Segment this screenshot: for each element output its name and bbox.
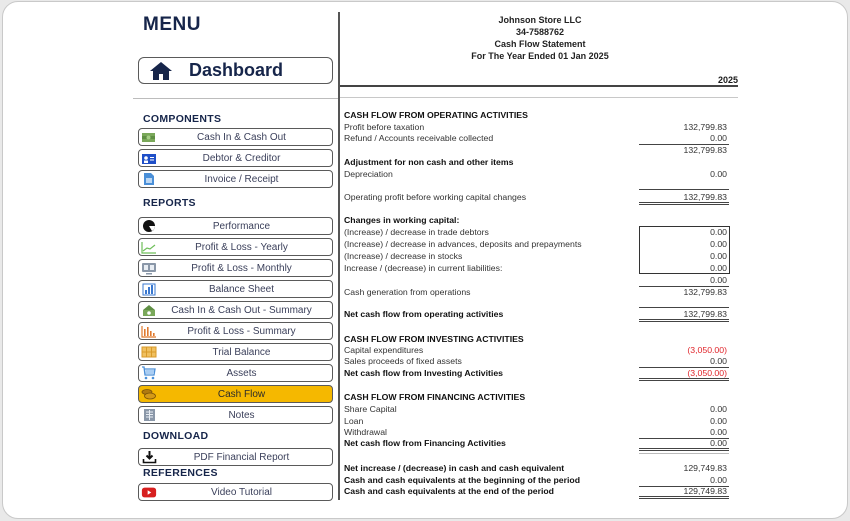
double-rule xyxy=(639,448,729,451)
double-rule xyxy=(639,378,729,381)
nav-invoice-receipt[interactable] xyxy=(138,170,333,188)
financing-heading-row xyxy=(344,392,729,404)
row-value: 132,799.83 xyxy=(683,192,727,202)
row-label: Loan xyxy=(344,416,364,426)
row-value: 132,799.83 xyxy=(683,145,727,155)
double-rule xyxy=(639,202,729,205)
download-icon xyxy=(141,450,157,464)
row-label: Net cash flow from Financing Activities xyxy=(344,438,506,448)
double-rule xyxy=(639,319,729,322)
nav-cash-in-cash-out[interactable] xyxy=(138,128,333,146)
row-label: Cash generation from operations xyxy=(344,287,471,297)
wc-row xyxy=(344,227,729,239)
row-value: 132,799.83 xyxy=(683,122,727,132)
row-label: Cash and cash equivalents at the end of the period xyxy=(344,486,554,496)
nav-label: PDF Financial Report xyxy=(193,451,290,463)
nav-label: Profit & Loss - Monthly xyxy=(191,262,292,274)
dashboard-button[interactable] xyxy=(138,57,333,84)
row-value: 0.00 xyxy=(710,275,727,285)
depreciation-row xyxy=(344,169,729,181)
bar-chart-icon xyxy=(141,282,157,296)
row-label: Operating profit before working capital changes xyxy=(344,192,527,202)
row-label: Depreciation xyxy=(344,169,393,179)
operating-subtotal-row xyxy=(344,145,729,157)
calendar-monitor-icon xyxy=(141,261,157,275)
nav-label: Cash Flow xyxy=(217,388,266,400)
menu-title: MENU xyxy=(143,14,201,35)
nav-label: Notes xyxy=(228,409,255,421)
nav-label: Video Tutorial xyxy=(211,486,272,498)
report-title: Cash Flow Statement xyxy=(494,39,586,49)
row-value: 129,749.83 xyxy=(683,486,727,496)
nav-label: Assets xyxy=(226,367,257,379)
nav-label: Profit & Loss - Yearly xyxy=(195,241,288,253)
row-value: 129,749.83 xyxy=(683,463,727,473)
row-label: CASH FLOW FROM INVESTING ACTIVITIES xyxy=(344,334,524,344)
nav-cash-summary[interactable] xyxy=(138,301,333,319)
row-label: (Increase) / decrease in stocks xyxy=(344,251,463,261)
row-value: (3,050.00) xyxy=(687,368,727,378)
row-value: (3,050.00) xyxy=(687,345,727,355)
row-label: (Increase) / decrease in trade debtors xyxy=(344,227,489,237)
row-label: Changes in working capital: xyxy=(344,215,460,225)
row-value: 0.00 xyxy=(710,169,727,179)
row-label: Net cash flow from Investing Activities xyxy=(344,368,503,378)
row-label: CASH FLOW FROM FINANCING ACTIVITIES xyxy=(344,392,526,402)
header-rule xyxy=(340,85,738,87)
shopping-cart-icon xyxy=(141,366,157,380)
column-chart-icon xyxy=(141,324,157,338)
row-label: Capital expenditures xyxy=(344,345,424,355)
grid-table-icon xyxy=(141,345,157,359)
row-value: 132,799.83 xyxy=(683,287,727,297)
cash-stack-icon xyxy=(141,130,157,144)
nav-trial-balance[interactable] xyxy=(138,343,333,361)
row-label: Refund / Accounts receivable collected xyxy=(344,133,494,143)
operating-heading: CASH FLOW FROM OPERATING ACTIVITIES xyxy=(344,110,528,120)
year-column-header: 2025 xyxy=(717,75,738,85)
rule-light xyxy=(639,453,729,454)
cash-generation-row xyxy=(344,287,729,299)
row-value: 0.00 xyxy=(710,133,727,143)
pie-chart-icon xyxy=(141,219,157,233)
row-value: 0.00 xyxy=(710,356,727,366)
row-value: 0.00 xyxy=(710,404,727,414)
line-chart-icon xyxy=(141,240,157,254)
company-name: Johnson Store LLC xyxy=(498,15,582,25)
wc-row xyxy=(344,239,729,251)
section-reports: REPORTS xyxy=(143,197,196,209)
row-value: 132,799.83 xyxy=(683,309,727,319)
row-label: Share Capital xyxy=(344,404,397,414)
row-label: Withdrawal xyxy=(344,427,387,437)
section-references: REFERENCES xyxy=(143,467,218,479)
nav-pl-yearly[interactable] xyxy=(138,238,333,256)
notes-icon xyxy=(141,408,157,422)
nav-debtor-creditor[interactable] xyxy=(138,149,333,167)
row-label: (Increase) / decrease in advances, deposits and prepayments xyxy=(344,239,582,249)
nav-label: Cash In & Cash Out xyxy=(197,131,286,143)
row-value: 0.00 xyxy=(710,227,727,237)
header-rule-light xyxy=(340,97,738,98)
nav-pdf-report[interactable] xyxy=(138,448,333,466)
rule xyxy=(639,307,729,308)
rule xyxy=(639,189,729,190)
row-value: 0.00 xyxy=(710,263,727,273)
registration-number: 34-7588762 xyxy=(515,27,565,37)
row-value: 0.00 xyxy=(710,438,727,448)
row-label: Sales proceeds of fixed assets xyxy=(344,356,462,366)
operating-heading-row xyxy=(344,110,729,122)
row-label: Cash and cash equivalents at the beginning of the period xyxy=(344,475,581,485)
section-components: COMPONENTS xyxy=(143,113,222,125)
section-download: DOWNLOAD xyxy=(143,430,209,442)
nav-balance-sheet[interactable] xyxy=(138,280,333,298)
nav-label: Cash In & Cash Out - Summary xyxy=(171,304,312,316)
contacts-icon xyxy=(141,151,157,165)
row-value: 0.00 xyxy=(710,251,727,261)
wc-row xyxy=(344,251,729,263)
nav-performance[interactable] xyxy=(138,217,333,235)
row-value: 0.00 xyxy=(710,239,727,249)
nav-label: Trial Balance xyxy=(212,346,271,358)
row-label: Increase / (decrease) in current liabilities: xyxy=(344,263,503,273)
sidebar-divider xyxy=(133,98,339,99)
nav-label: Profit & Loss - Summary xyxy=(187,325,296,337)
document-icon xyxy=(141,172,157,186)
nav-label: Invoice / Receipt xyxy=(204,173,279,185)
dashboard-label: Dashboard xyxy=(189,60,284,80)
cash-house-icon xyxy=(141,303,157,317)
row-value: 0.00 xyxy=(710,475,727,485)
row-label: Adjustment for non cash and other items xyxy=(344,157,514,167)
app-window xyxy=(2,1,848,519)
net-increase-row xyxy=(344,463,729,475)
adjustment-heading-row xyxy=(344,157,729,169)
share-capital-row xyxy=(344,404,729,416)
double-rule xyxy=(639,496,729,499)
nav-notes[interactable] xyxy=(138,406,333,424)
youtube-icon xyxy=(141,485,157,499)
nav-label: Performance xyxy=(212,220,271,232)
nav-pl-monthly[interactable] xyxy=(138,259,333,277)
report-period: For The Year Ended 01 Jan 2025 xyxy=(471,51,609,61)
nav-label: Balance Sheet xyxy=(208,283,275,295)
row-value: 0.00 xyxy=(710,427,727,437)
row-label: Net cash flow from operating activities xyxy=(344,309,504,319)
wc-row xyxy=(344,263,729,275)
row-value: 0.00 xyxy=(710,416,727,426)
nav-pl-summary[interactable] xyxy=(138,322,333,340)
nav-cash-flow[interactable] xyxy=(138,385,333,403)
home-icon xyxy=(149,61,173,81)
row-label: Net increase / (decrease) in cash and cash equivalent xyxy=(344,463,565,473)
nav-video-tutorial[interactable] xyxy=(138,483,333,501)
nav-assets[interactable] xyxy=(138,364,333,382)
row-label: Profit before taxation xyxy=(344,122,425,132)
coins-icon xyxy=(141,387,157,401)
nav-label: Debtor & Creditor xyxy=(202,152,281,164)
